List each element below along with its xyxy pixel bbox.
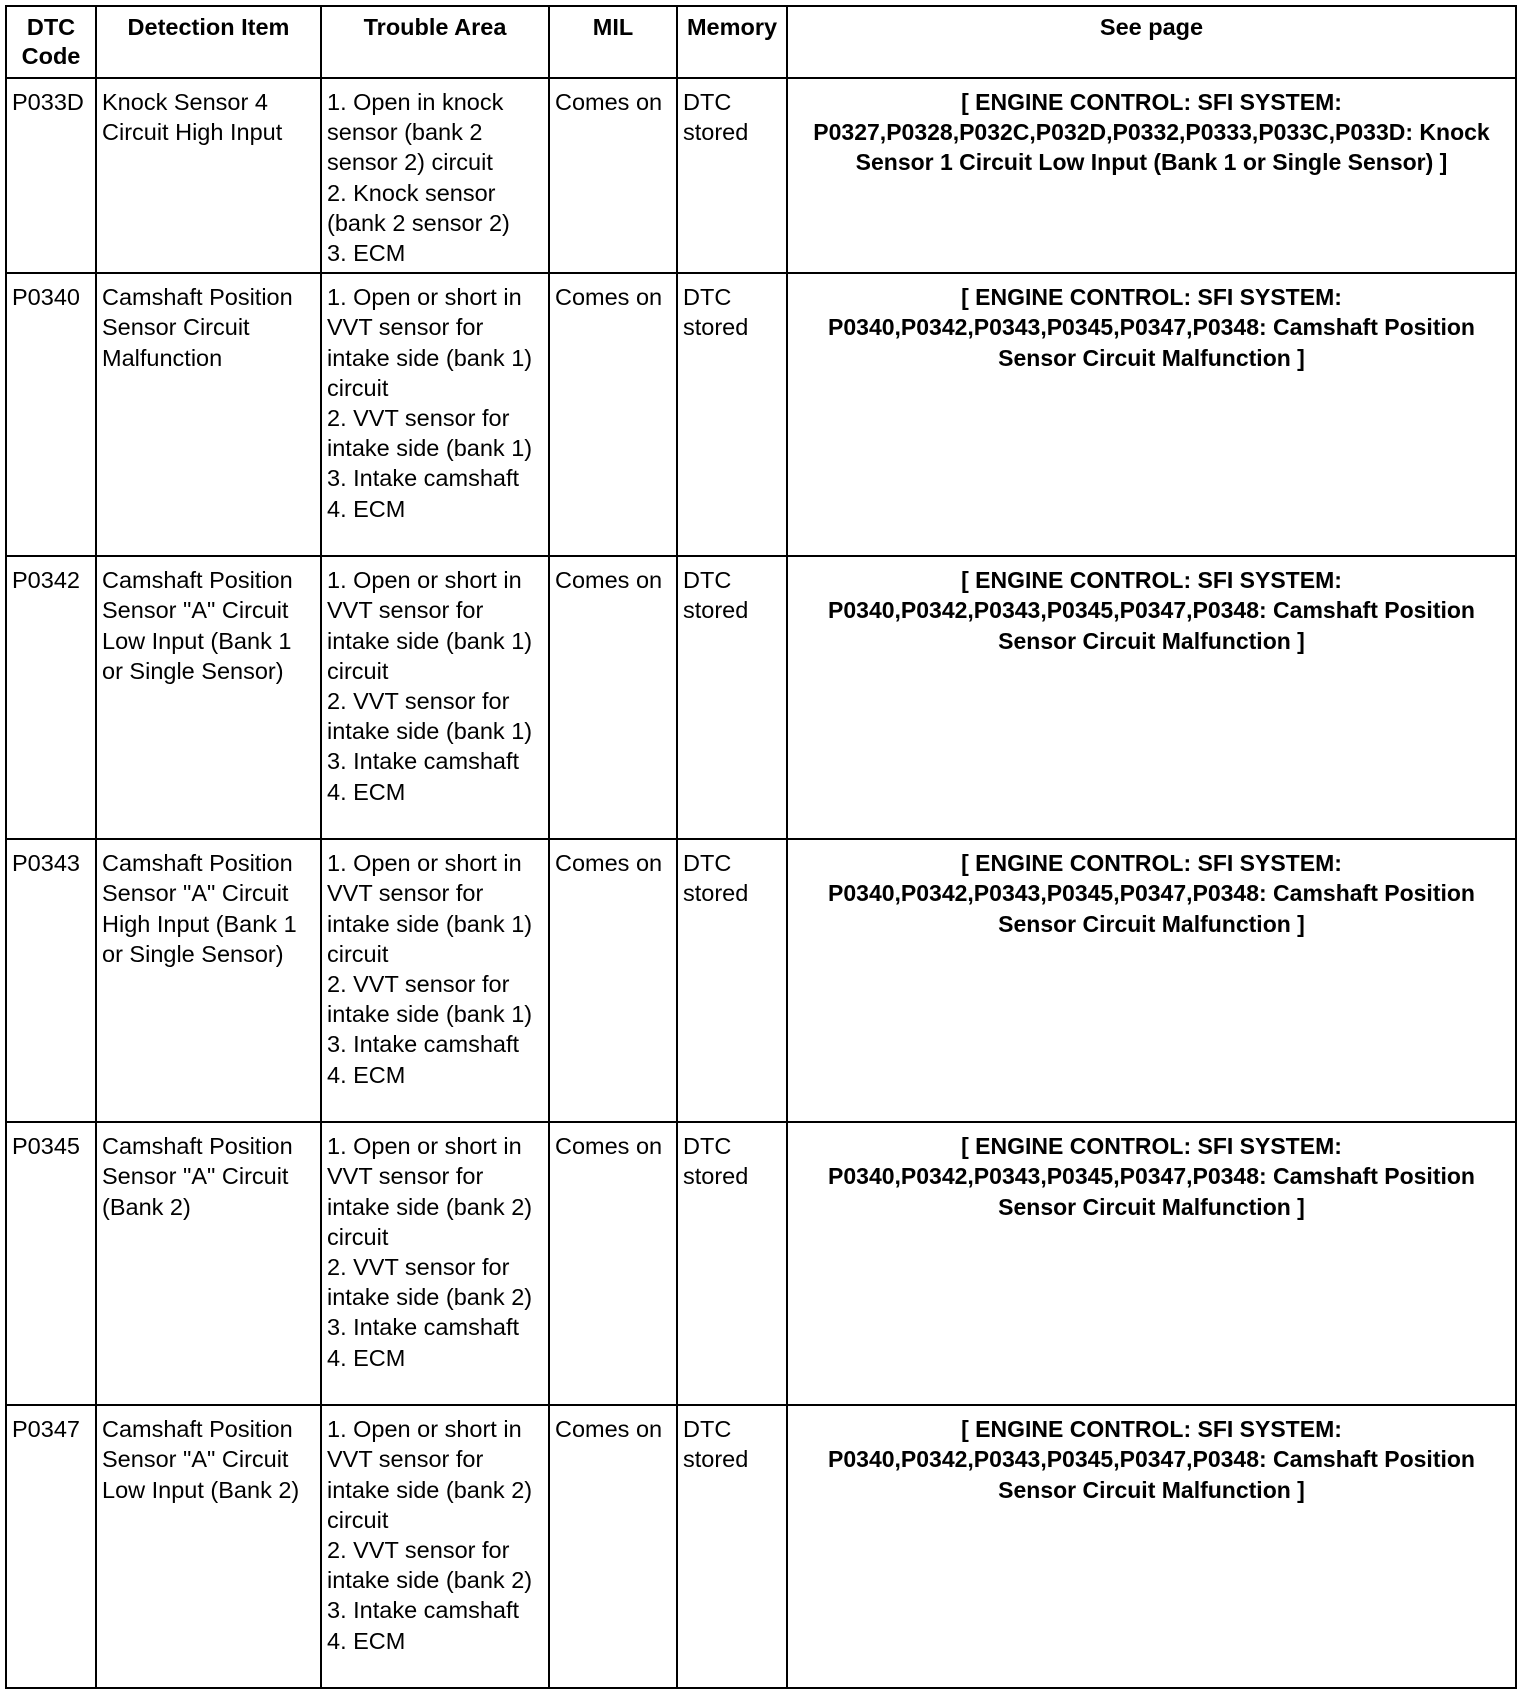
dtc-code-cell: P0347 [6,1405,96,1688]
see-page-cell: [ ENGINE CONTROL: SFI SYSTEM: P0340,P0342,P0343,P0345,P0347,P0348: Camshaft Position Sensor Circuit Malfunction ] [787,839,1516,1122]
dtc-table [5,5,1517,1689]
trouble-area-item: 1. Open or short in VVT sensor for intake side (bank 2) circuit [327,1416,533,1533]
table-row [6,78,1516,273]
header-memory: Memory [677,6,787,78]
trouble-area-cell [321,1405,549,1688]
mil-cell: Comes on [549,273,677,556]
detection-item-cell: Camshaft Position Sensor "A" Circuit High Input (Bank 1 or Single Sensor) [96,839,321,1122]
table-row [6,839,1516,1122]
table-row [6,556,1516,839]
trouble-area-item: 2. Knock sensor (bank 2 sensor 2) [327,179,510,236]
table-row [6,1405,1516,1688]
trouble-area-item: 4. ECM [327,1061,406,1088]
header-mil: MIL [549,6,677,78]
dtc-code-cell: P0340 [6,273,96,556]
memory-cell: DTC stored [677,1405,787,1688]
trouble-area-item: 4. ECM [327,778,406,805]
mil-cell: Comes on [549,1405,677,1688]
header-detection-item: Detection Item [96,6,321,78]
trouble-area-item: 2. VVT sensor for intake side (bank 2) [327,1254,533,1311]
dtc-code-cell: P033D [6,78,96,273]
trouble-area-item: 4. ECM [327,1627,406,1654]
detection-item-cell: Knock Sensor 4 Circuit High Input [96,78,321,273]
trouble-area-cell [321,1122,549,1405]
trouble-area-item: 3. Intake camshaft [327,465,520,492]
trouble-area-item: 2. VVT sensor for intake side (bank 1) [327,971,533,1028]
trouble-area-item: 3. Intake camshaft [327,1031,520,1058]
trouble-area-cell [321,273,549,556]
dtc-code-cell: P0345 [6,1122,96,1405]
trouble-area-cell [321,839,549,1122]
memory-cell: DTC stored [677,273,787,556]
header-trouble-area: Trouble Area [321,6,549,78]
trouble-area-item: 3. Intake camshaft [327,1597,520,1624]
dtc-code-cell: P0343 [6,839,96,1122]
mil-cell: Comes on [549,78,677,273]
trouble-area-item: 4. ECM [327,495,406,522]
mil-cell: Comes on [549,556,677,839]
detection-item-cell: Camshaft Position Sensor Circuit Malfunction [96,273,321,556]
see-page-cell: [ ENGINE CONTROL: SFI SYSTEM: P0340,P0342,P0343,P0345,P0347,P0348: Camshaft Position Sensor Circuit Malfunction ] [787,273,1516,556]
trouble-area-item: 3. ECM [327,240,406,267]
table-body [6,78,1516,1688]
memory-cell: DTC stored [677,556,787,839]
see-page-cell: [ ENGINE CONTROL: SFI SYSTEM: P0340,P0342,P0343,P0345,P0347,P0348: Camshaft Position Sensor Circuit Malfunction ] [787,556,1516,839]
mil-cell: Comes on [549,839,677,1122]
trouble-area-item: 1. Open or short in VVT sensor for intake side (bank 1) circuit [327,567,533,684]
see-page-cell: [ ENGINE CONTROL: SFI SYSTEM: P0340,P0342,P0343,P0345,P0347,P0348: Camshaft Position Sensor Circuit Malfunction ] [787,1122,1516,1405]
trouble-area-item: 4. ECM [327,1344,406,1371]
detection-item-cell: Camshaft Position Sensor "A" Circuit Low Input (Bank 2) [96,1405,321,1688]
trouble-area-item: 3. Intake camshaft [327,748,520,775]
memory-cell: DTC stored [677,839,787,1122]
table-row [6,273,1516,556]
see-page-cell: [ ENGINE CONTROL: SFI SYSTEM: P0340,P0342,P0343,P0345,P0347,P0348: Camshaft Position Sensor Circuit Malfunction ] [787,1405,1516,1688]
see-page-cell: [ ENGINE CONTROL: SFI SYSTEM: P0327,P0328,P032C,P032D,P0332,P0333,P033C,P033D: Knock Sensor 1 Circuit Low Input (Bank 1 or Single Sensor) ] [787,78,1516,273]
table-row [6,1122,1516,1405]
mil-cell: Comes on [549,1122,677,1405]
trouble-area-item: 1. Open in knock sensor (bank 2 sensor 2) circuit [327,89,504,176]
dtc-code-cell: P0342 [6,556,96,839]
header-dtc-code: DTC Code [6,6,96,78]
detection-item-cell: Camshaft Position Sensor "A" Circuit Low Input (Bank 1 or Single Sensor) [96,556,321,839]
trouble-area-cell [321,78,549,273]
memory-cell: DTC stored [677,1122,787,1405]
trouble-area-item: 2. VVT sensor for intake side (bank 2) [327,1537,533,1594]
detection-item-cell: Camshaft Position Sensor "A" Circuit (Bank 2) [96,1122,321,1405]
trouble-area-cell [321,556,549,839]
trouble-area-item: 1. Open or short in VVT sensor for intake side (bank 1) circuit [327,850,533,967]
trouble-area-item: 2. VVT sensor for intake side (bank 1) [327,405,533,462]
trouble-area-item: 1. Open or short in VVT sensor for intake side (bank 2) circuit [327,1133,533,1250]
trouble-area-item: 1. Open or short in VVT sensor for intake side (bank 1) circuit [327,284,533,401]
trouble-area-item: 3. Intake camshaft [327,1314,520,1341]
memory-cell: DTC stored [677,78,787,273]
table-header-row [6,6,1516,78]
header-see-page: See page [787,6,1516,78]
trouble-area-item: 2. VVT sensor for intake side (bank 1) [327,688,533,745]
